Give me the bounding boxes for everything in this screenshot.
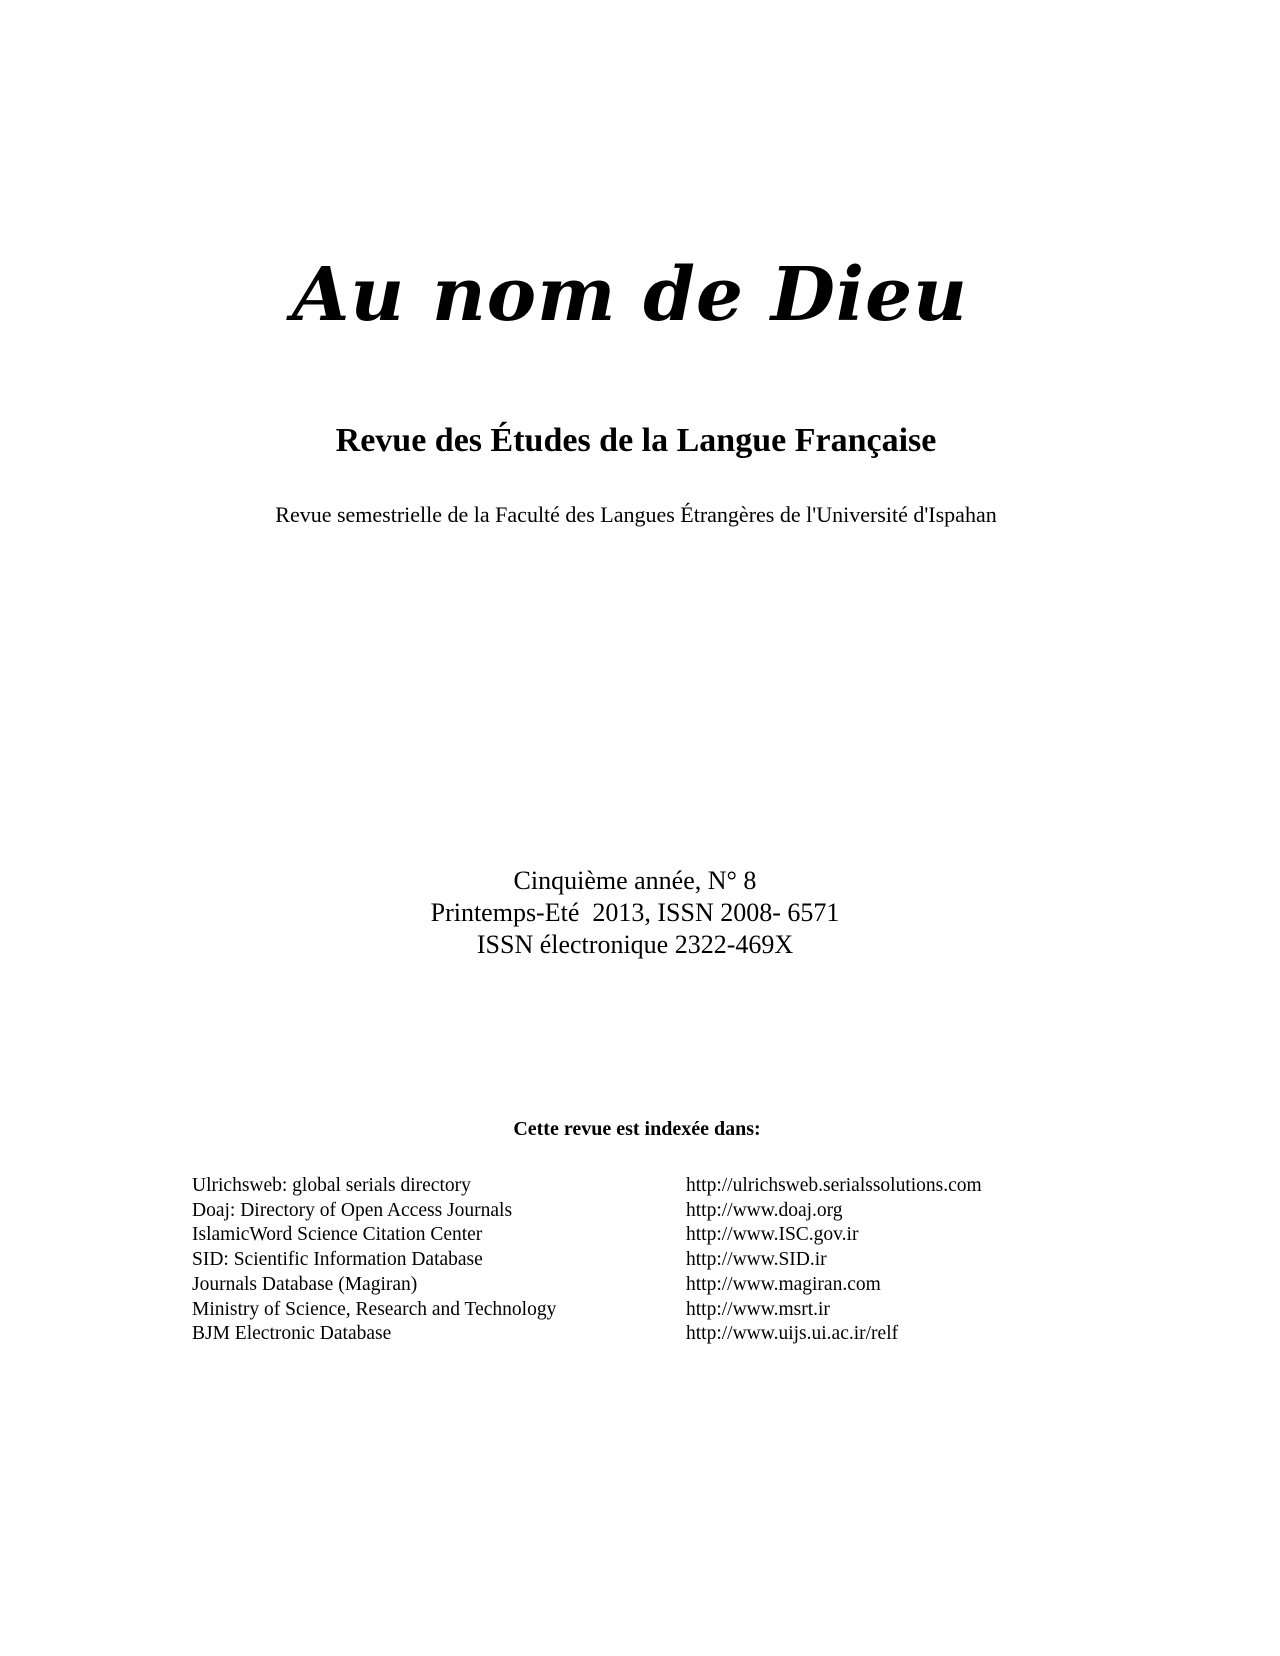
- database-name: Ulrichsweb: global serials directory: [192, 1175, 471, 1196]
- database-name: IslamicWord Science Citation Center: [192, 1224, 483, 1246]
- database-row: [192, 1273, 1092, 1298]
- database-row: [192, 1174, 1092, 1199]
- database-row: [192, 1322, 1092, 1347]
- database-name: Journals Database (Magiran): [192, 1273, 418, 1295]
- database-url-link[interactable]: http://www.doaj.org: [686, 1199, 843, 1221]
- database-name: Ministry of Science, Research and Technology: [192, 1298, 557, 1320]
- issue-year-number: Cinquième année, N° 8: [513, 866, 757, 895]
- database-name: BJM Electronic Database: [192, 1323, 392, 1345]
- database-name: SID: Scientific Information Database: [192, 1249, 483, 1271]
- database-row: [192, 1248, 1092, 1273]
- indexing-heading: Cette revue est indexée dans:: [513, 1118, 761, 1140]
- indexing-database-list: [192, 1174, 1092, 1347]
- issue-electronic-issn: ISSN électronique 2322-469X: [476, 930, 794, 959]
- journal-subtitle: Revue semestrielle de la Faculté des Langues Étrangères de l'Université d'Ispahan: [275, 502, 997, 527]
- database-name: Doaj: Directory of Open Access Journals: [192, 1199, 513, 1221]
- database-url-link[interactable]: http://www.magiran.com: [686, 1273, 881, 1295]
- database-row: [192, 1223, 1092, 1248]
- database-url-link[interactable]: http://www.SID.ir: [686, 1249, 827, 1271]
- journal-title: Revue des Études de la Langue Française: [335, 422, 937, 459]
- database-url-link[interactable]: http://www.uijs.ui.ac.ir/relf: [686, 1323, 899, 1345]
- issue-information: [0, 865, 1275, 961]
- database-row: [192, 1298, 1092, 1323]
- database-row: [192, 1199, 1092, 1224]
- database-url-link[interactable]: http://ulrichsweb.serialssolutions.com: [686, 1175, 982, 1196]
- database-url-link[interactable]: http://www.ISC.gov.ir: [686, 1224, 859, 1246]
- database-url-link[interactable]: http://www.msrt.ir: [686, 1298, 830, 1320]
- issue-season-issn: Printemps-Eté 2013, ISSN 2008- 6571: [430, 898, 840, 927]
- invocation-heading: Au nom de Dieu: [292, 252, 968, 338]
